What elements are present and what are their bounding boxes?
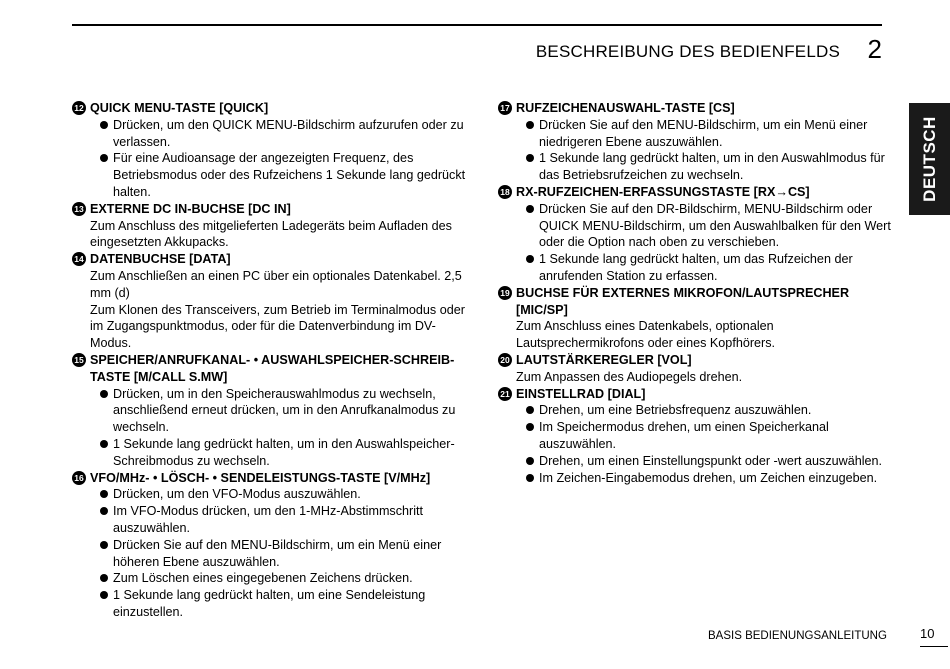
control-title: EINSTELLRAD [DIAL] (516, 386, 646, 401)
control-item (498, 100, 893, 184)
bullet-item: Zum Löschen eines eingegebenen Zeichens drücken. (72, 570, 467, 587)
control-heading (498, 352, 893, 369)
bullet-item: Drücken, um den VFO-Modus auszuwählen. (72, 486, 467, 503)
bullet-item: Drücken Sie auf den MENU-Bildschirm, um ein Menü einer höheren Ebene auszuwählen. (72, 537, 467, 571)
control-heading (498, 386, 893, 403)
bullet-list (498, 402, 893, 486)
item-number-badge: 16 (72, 471, 86, 485)
bullet-list (72, 386, 467, 470)
control-heading (72, 251, 467, 268)
language-tab-label: DEUTSCH (919, 116, 939, 202)
control-title: BUCHSE FÜR EXTERNES MIKROFON/LAUTSPRECHER [MIC/SP] (516, 285, 850, 317)
description-text: Zum Anschluss des mitgelieferten Ladegeräts beim Aufladen des eingesetzten Akkupacks. (90, 218, 452, 250)
bullet-item: Drücken Sie auf den DR-Bildschirm, MENU-Bildschirm oder QUICK MENU-Bildschirm, um den Auswahlbalken für den Wert oder die Option nach oben zu verschieben. (498, 201, 893, 251)
control-heading (498, 100, 893, 117)
bullet-item: Für eine Audioansage der angezeigten Frequenz, des Betriebsmodus oder des Rufzeichens 1 Sekunde lang gedrückt halten. (72, 150, 467, 200)
bullet-item: 1 Sekunde lang gedrückt halten, um in den Auswahlspeicher-Schreibmodus zu wechseln. (72, 436, 467, 470)
bullet-list (498, 117, 893, 184)
manual-title: BASIS BEDIENUNGSANLEITUNG (708, 630, 887, 642)
control-heading (72, 352, 467, 386)
control-item (498, 285, 893, 352)
bullet-item: Im Zeichen-Eingabemodus drehen, um Zeichen einzugeben. (498, 470, 893, 487)
control-title: RX-RUFZEICHEN-ERFASSUNGSTASTE [RX→CS] (516, 184, 810, 199)
page-number-rule (920, 646, 948, 647)
bullet-item: Im VFO-Modus drücken, um den 1-MHz-Abstimmschritt auszuwählen. (72, 503, 467, 537)
description-text: Zum Klonen des Transceivers, zum Betrieb im Terminalmodus oder im Zugangspunktmodus, oder für die Datenverbindung im DV-Modus. (90, 302, 465, 351)
item-number-badge: 12 (72, 101, 86, 115)
bullet-item: Drücken, um in den Speicherauswahlmodus zu wechseln, anschließend erneut drücken, um in den Anrufkanalmodus zu wechseln. (72, 386, 467, 436)
control-heading (72, 100, 467, 117)
control-item (72, 352, 467, 470)
bullet-list (72, 486, 467, 620)
left-column (72, 100, 467, 621)
item-number-badge: 13 (72, 202, 86, 216)
control-item (72, 251, 467, 352)
control-heading (498, 285, 893, 319)
item-number-badge: 21 (498, 387, 512, 401)
bullet-item: Drücken, um den QUICK MENU-Bildschirm aufzurufen oder zu verlassen. (72, 117, 467, 151)
description-text: Zum Anschließen an einen PC über ein optionales Datenkabel. 2,5 mm (d) (90, 268, 462, 300)
item-number-badge: 17 (498, 101, 512, 115)
item-number-badge: 18 (498, 185, 512, 199)
control-heading (72, 201, 467, 218)
control-title: LAUTSTÄRKEREGLER [VOL] (516, 352, 692, 367)
control-title: QUICK MENU-TASTE [QUICK] (90, 101, 269, 115)
top-rule (72, 24, 882, 26)
control-title: EXTERNE DC IN-BUCHSE [DC IN] (90, 201, 291, 216)
control-item (72, 100, 467, 201)
control-item (498, 184, 893, 285)
item-number-badge: 19 (498, 286, 512, 300)
control-title: VFO/MHz- • LÖSCH- • SENDELEISTUNGS-TASTE [V/MHz] (90, 470, 431, 485)
control-title: DATENBUCHSE [DATA] (90, 252, 231, 267)
section-title: BESCHREIBUNG DES BEDIENFELDS (535, 42, 840, 61)
bullet-item: 1 Sekunde lang gedrückt halten, um in den Auswahlmodus für das Betriebsrufzeichen zu wechseln. (498, 150, 893, 184)
control-item (498, 386, 893, 487)
bullet-item: 1 Sekunde lang gedrückt halten, um eine Sendeleistung einzustellen. (72, 587, 467, 621)
control-item (498, 352, 893, 386)
language-tab (909, 103, 950, 215)
item-number-badge: 20 (498, 353, 512, 367)
bullet-item: Drücken Sie auf den MENU-Bildschirm, um ein Menü einer niedrigeren Ebene auszuwählen. (498, 117, 893, 151)
bullet-item: Drehen, um eine Betriebsfrequenz auszuwählen. (498, 402, 893, 419)
control-title: RUFZEICHENAUSWAHL-TASTE [CS] (516, 101, 735, 115)
control-heading (498, 184, 893, 201)
item-number-badge: 15 (72, 353, 86, 367)
page-number: 10 (920, 626, 935, 641)
description-text: Zum Anschluss eines Datenkabels, optionalen Lautsprechermikrofons oder eines Kopfhörers. (516, 319, 776, 351)
control-heading (72, 470, 467, 487)
bullet-item: Drehen, um einen Einstellungspunkt oder -wert auszuwählen. (498, 453, 893, 470)
description-text: Zum Anpassen des Audiopegels drehen. (516, 369, 743, 384)
item-number-badge: 14 (72, 252, 86, 266)
bullet-item: Im Speichermodus drehen, um einen Speicherkanal auszuwählen. (498, 419, 893, 453)
bullet-item: 1 Sekunde lang gedrückt halten, um das Rufzeichen der anrufenden Station zu erfassen. (498, 251, 893, 285)
control-title: SPEICHER/ANRUFKANAL- • AUSWAHLSPEICHER-SCHREIB-TASTE [M/CALL S.MW] (90, 352, 455, 384)
section-header (532, 36, 882, 66)
control-item (72, 470, 467, 621)
control-item (72, 201, 467, 251)
section-number: 2 (867, 34, 882, 64)
bullet-list (72, 117, 467, 201)
bullet-list (498, 201, 893, 285)
right-column (498, 100, 893, 486)
